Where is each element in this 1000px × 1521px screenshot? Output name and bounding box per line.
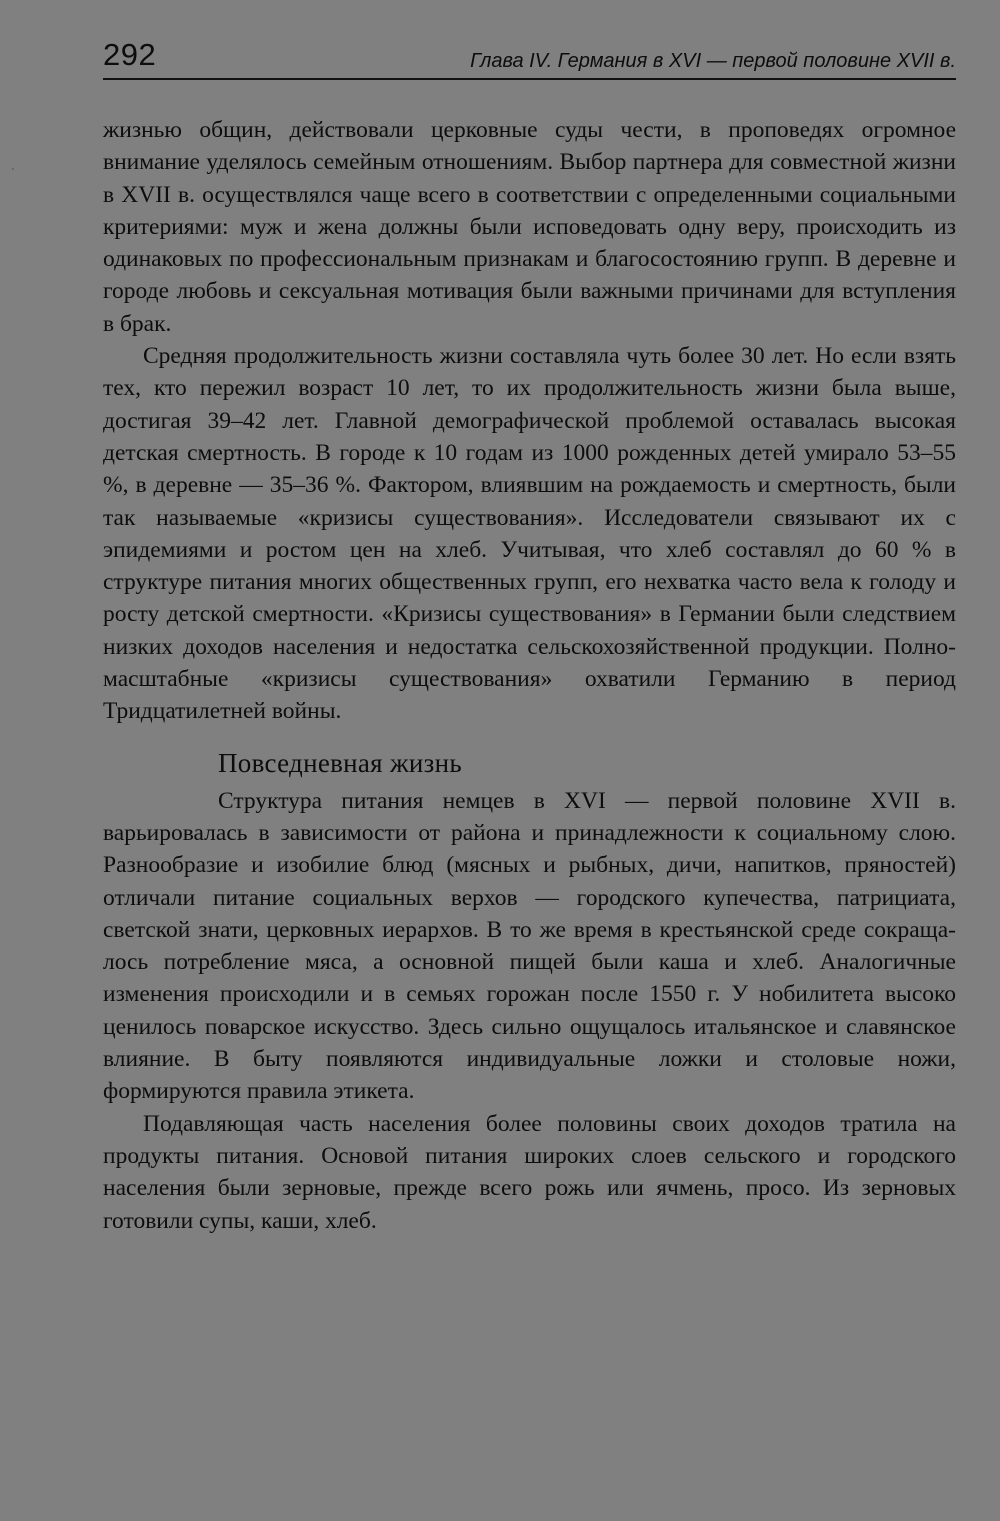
running-head (103, 38, 956, 80)
scan-speck (12, 168, 14, 170)
paragraph-life-expectancy: Средняя продолжительность жизни составляла чуть более 30 лет. Но если взять тех, кто пережил возраст 10 лет, то их продолжительность жизни была выше, достигая 39–42 лет. Главной демографической проблемой оставалась высокая детская смертность. В городе к 10 годам из 1000 рожденных детей умирало 53–55 %, в деревне — 35–36 %. Фактором, влиявшим на рождаемость и смертность, были так называемые «кризисы существования». Исследователи связывают их с эпидемиями и ростом цен на хлеб. Учитывая, что хлеб составлял до 60 % в структуре питания многих общественных групп, его нехватка часто вела к голоду и росту детской смертности. «Кризисы существования» в Германии были следствием низких доходов населения и недостатка сельскохозяйственной продукции. Полномасштабные «кризисы существования» охватили Германию в период Тридцатилетней войны. (103, 343, 956, 725)
paragraph-nutrition: Структура питания немцев в XVI — первой половине XVII в. варьировалась в зависимости от района и принадлежности к социальному слою. Разнообразие и изобилие блюд (мясных и рыбных, дичи, напитков, пряностей) отличали питание социальных верхов — городского купечества, патрициата, светской знати, церковных иерархов. В то же время в крестьянской среде сокращалось потребление мяса, а основной пищей были каша и хлеб. Аналогичные изменения происходили и в семьях горожан после 1550 г. У нобилитета высоко ценилось поварское искусство. Здесь сильно ощущалось итальянское и славянское влияние. В быту появляются индивидуальные ложки и столовые ножи, формируются правила этикета. (103, 787, 956, 1105)
paragraph-income: Подавляющая часть населения более половины своих доходов тратила на продукты питания. Основой питания широких слоев сельского и городского населения были зерновые, прежде всего рожь или ячмень, просо. Из зерновых готовили супы, каши, хлеб. (103, 1110, 956, 1234)
chapter-title: Глава IV. Германия в XVI — первой половине XVII в. (470, 50, 956, 72)
paragraph-continued: жизнью общин, действовали церковные суды чести, в проповедях огромное внимание уделялось семейным отношениям. Выбор партнера для совместной жизни в XVII в. осуществлялся чаще всего в соответствии с определенными социальными критериями: муж и жена должны были исповедовать одну веру, происходить из одинаковых по профессиональным признакам и благосостоянию групп. В деревне и городе любовь и сексуальная мотивация были важными причинами для вступления в брак. (103, 117, 956, 337)
section-heading: Повседневная жизнь (218, 747, 462, 778)
book-page (103, 38, 956, 1237)
page-number: 292 (103, 37, 157, 72)
body-text (103, 114, 956, 1237)
